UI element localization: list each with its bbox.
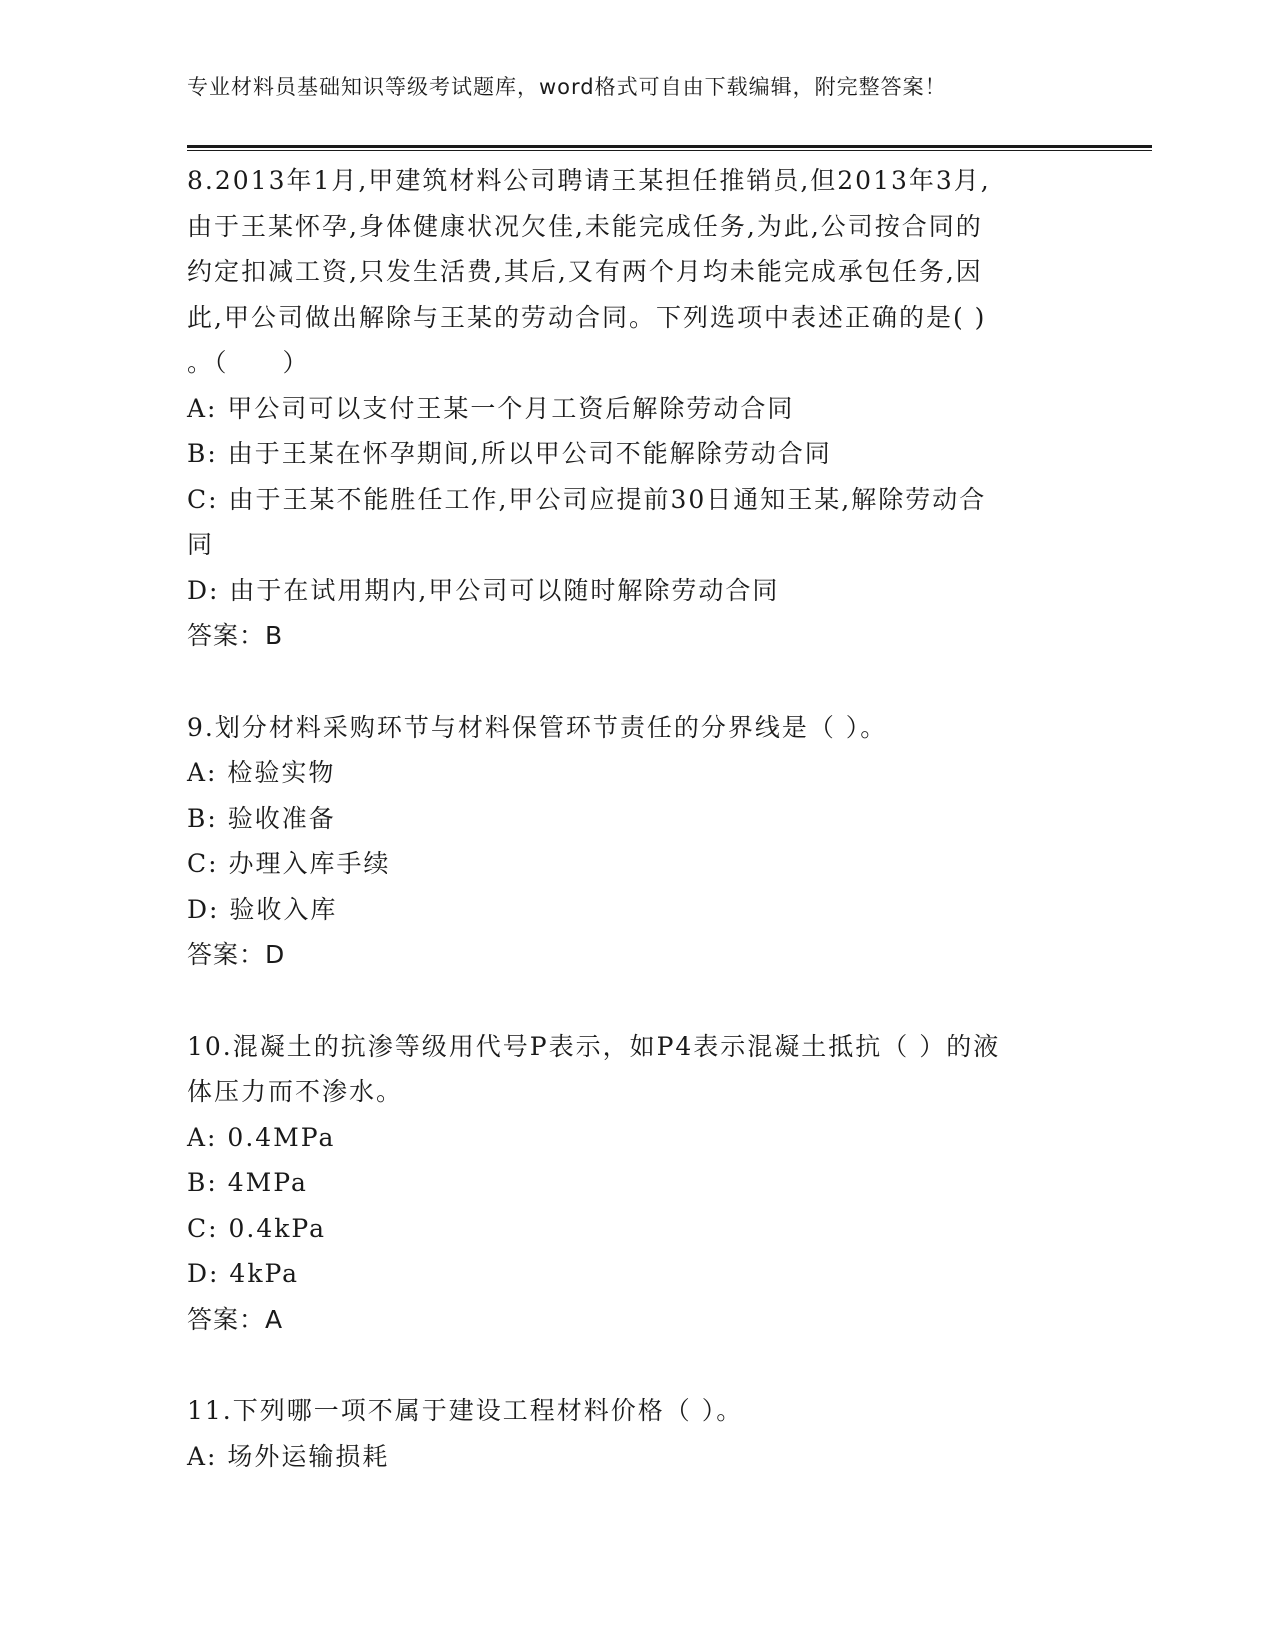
question-list (187, 158, 1087, 1479)
question-text-line: 8.2013年1月,甲建筑材料公司聘请王某担任推销员,但2013年3月, (187, 166, 991, 195)
option-b: B: 4MPa (187, 1168, 308, 1197)
option-a: A: 甲公司可以支付王某一个月工资后解除劳动合同 (187, 393, 795, 423)
option-d: D: 4kPa (187, 1259, 300, 1288)
option-a: A: 0.4MPa (187, 1122, 336, 1152)
spacer (187, 659, 1087, 705)
option-c: C: 0.4kPa (187, 1213, 327, 1243)
option-a: A: 场外运输损耗 (187, 1441, 390, 1471)
answer: 答案：B (187, 621, 284, 650)
question-text-line: 9.划分材料采购环节与材料保管环节责任的分界线是（ ）。 (187, 712, 888, 742)
question-text-line: 体压力而不渗水。 (187, 1077, 404, 1106)
header-rule-thick (187, 145, 1152, 148)
question-10 (187, 1024, 1087, 1343)
question-8 (187, 158, 1087, 659)
option-c-continued: 同 (187, 530, 215, 559)
header-rule-thin (187, 150, 1152, 151)
question-text-line: 约定扣减工资,只发生活费,其后,又有两个月均未能完成承包任务,因 (187, 257, 983, 286)
option-b: B: 验收准备 (187, 803, 336, 833)
spacer (187, 978, 1087, 1024)
question-9 (187, 705, 1087, 978)
question-text-line: 此,甲公司做出解除与王某的劳动合同。下列选项中表述正确的是( ) (187, 302, 987, 332)
option-a: A: 检验实物 (187, 758, 336, 787)
question-text-line: 。（ ） (187, 348, 310, 377)
option-c: C: 办理入库手续 (187, 849, 391, 878)
question-11 (187, 1388, 1087, 1479)
question-text-line: 由于王某怀孕,身体健康状况欠佳,未能完成任务,为此,公司按合同的 (187, 211, 983, 241)
question-text-line: 11.下列哪一项不属于建设工程材料价格（ ）。 (187, 1396, 744, 1425)
answer: 答案：A (187, 1304, 284, 1334)
option-d: D: 验收入库 (187, 894, 338, 924)
spacer (187, 1342, 1087, 1388)
page-header: 专业材料员基础知识等级考试题库，word格式可自由下载编辑，附完整答案！ (187, 75, 947, 99)
question-text-line: 10.混凝土的抗渗等级用代号P表示，如P4表示混凝土抵抗（ ）的液 (187, 1031, 1001, 1061)
option-d: D: 由于在试用期内,甲公司可以随时解除劳动合同 (187, 575, 780, 605)
option-b: B: 由于王某在怀孕期间,所以甲公司不能解除劳动合同 (187, 439, 832, 468)
option-c: C: 由于王某不能胜任工作,甲公司应提前30日通知王某,解除劳动合 (187, 484, 987, 514)
answer: 答案：D (187, 940, 286, 969)
